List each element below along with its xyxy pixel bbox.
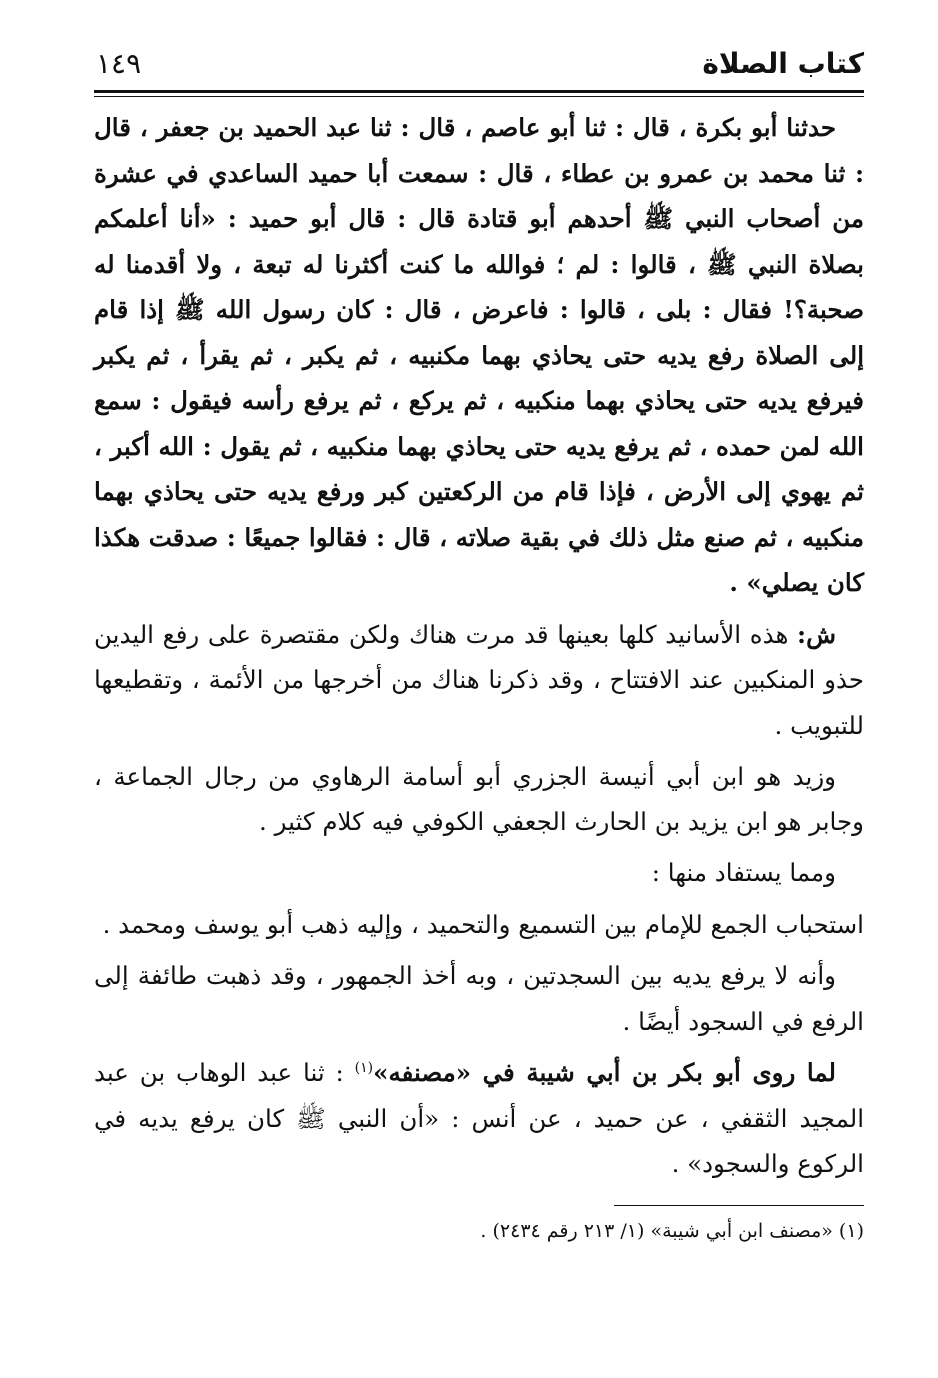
header-rule xyxy=(94,90,864,93)
evidence-text: : ثنا عبد الوهاب بن عبد المجيد الثقفي ، عن حميد ، عن أنس : «أن النبي ﷺ كان يرفع يديه في الركوع والسجود» . xyxy=(94,1058,864,1178)
commentary-label: ش: xyxy=(797,619,836,649)
running-header xyxy=(94,40,864,90)
footnote-ref: (١) xyxy=(354,1059,374,1076)
hadith-paragraph: حدثنا أبو بكرة ، قال : ثنا أبو عاصم ، قال : ثنا عبد الحميد بن جعفر ، قال : ثنا محمد بن عمرو بن عطاء ، قال : سمعت أبا حميد الساعدي في عشرة من أصحاب النبي ﷺ أحدهم أبو قتادة قال : قال أبو حميد : «أنا أعلمكم بصلاة النبي ﷺ ، قالوا : لم ؛ فوالله ما كنت أكثرنا له تبعة ، ولا أقدمنا له صحبة؟! فقال : بلى ، قالوا : فاعرض ، قال : كان رسول الله ﷺ إذا قام إلى الصلاة رفع يديه حتى يحاذي بهما مكنبيه ، ثم يكبر ، ثم يقرأ ، ثم يكبر فيرفع يديه حتى يحاذي بهما منكبيه ، ثم يركع ، ثم يرفع رأسه فيقول : سمع الله لمن حمده ، ثم يرفع يديه حتى يحاذي بهما منكبيه ، ثم يقول : الله أكبر ، ثم يهوي إلى الأرض ، فإذا قام من الركعتين كبر ورفع يديه حتى يحاذي بهما منكبيه ، ثم صنع مثل ذلك في بقية صلاته ، قال : فقالوا جميعًا : صدقت هكذا كان يصلي» . xyxy=(94,113,864,597)
page-number: ١٤٩ xyxy=(96,47,142,80)
narrators-paragraph: وزيد هو ابن أبي أنيسة الجزري أبو أسامة الرهاوي من رجال الجماعة ، وجابر هو ابن يزيد بن الحارث الجعفي الكوفي فيه كلام كثير . xyxy=(94,762,864,836)
footnote-rule xyxy=(614,1205,864,1206)
evidence-lead: لما روى أبو بكر بن أبي شيبة في «مصنفه» xyxy=(373,1058,836,1087)
benefits-intro: ومما يستفاد منها : xyxy=(651,858,836,887)
benefit-item: وأنه لا يرفع يديه بين السجدتين ، وبه أخذ الجمهور ، وقد ذهبت طائفة إلى الرفع في السجود أيضًا . xyxy=(94,961,864,1036)
book-title: كتاب الصلاة xyxy=(702,47,864,80)
commentary-paragraph xyxy=(94,612,864,749)
book-page xyxy=(94,40,864,1246)
header-rule-thin xyxy=(94,96,864,97)
benefit-item: استحباب الجمع للإمام بين التسميع والتحميد ، وإليه ذهب أبو يوسف ومحمد . xyxy=(102,909,864,939)
footnote: (١) «مصنف ابن أبي شيبة» (١/ ٢١٣ رقم ٢٤٣٤) . xyxy=(480,1219,864,1242)
page-body xyxy=(94,105,864,1187)
evidence-paragraph xyxy=(94,1050,864,1187)
commentary-text: هذه الأسانيد كلها بعينها قد مرت هناك ولكن مقتصرة على رفع اليدين حذو المنكبين عند الافتتاح ، وقد ذكرنا هناك من أخرجها من الأئمة ، وتقطيعها للتبويب . xyxy=(94,619,864,740)
